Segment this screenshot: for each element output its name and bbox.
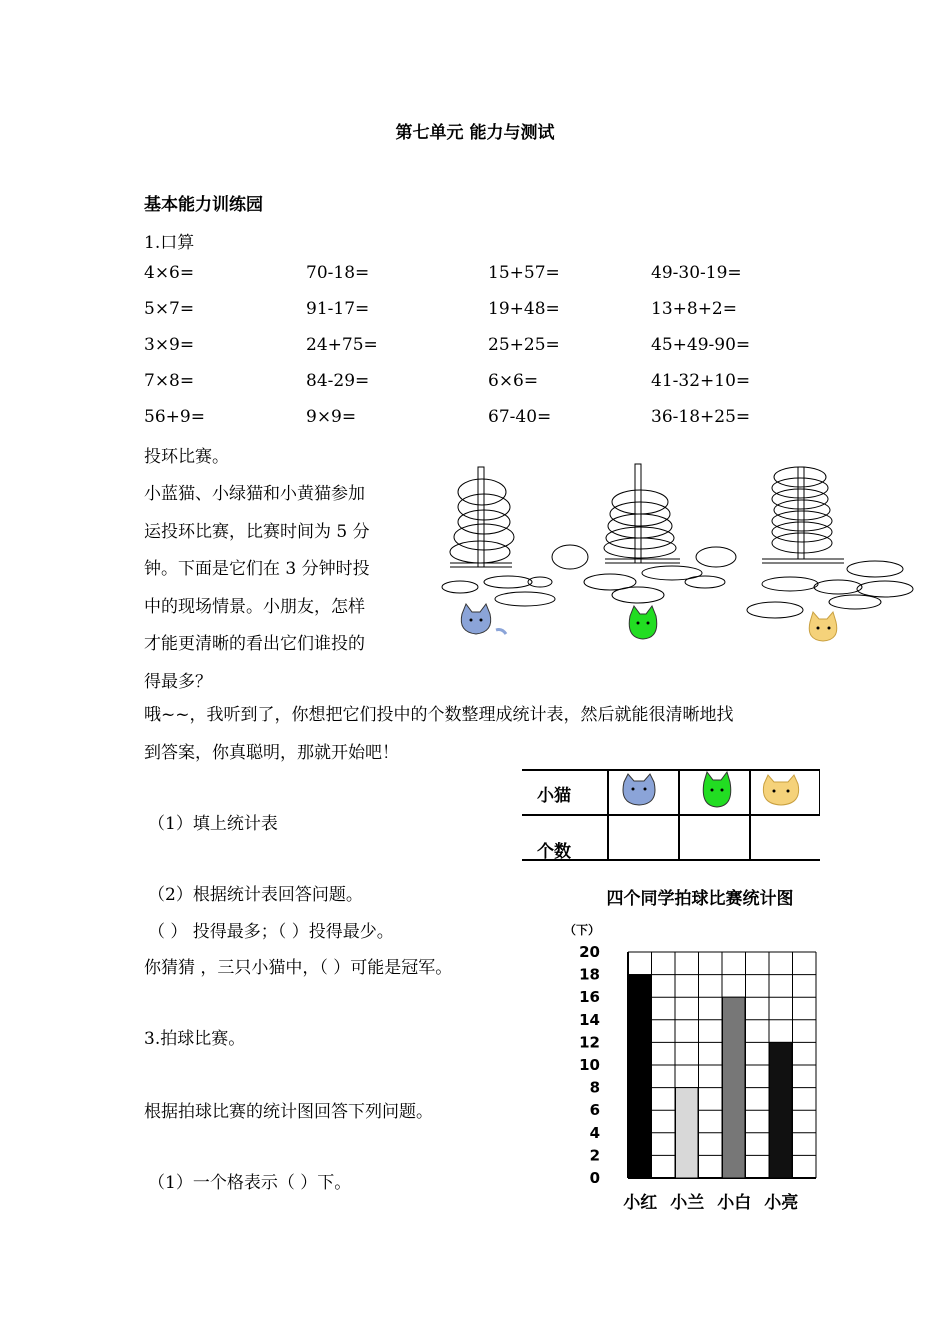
y-tick-label: 0	[589, 1169, 600, 1187]
arith-problem: 6×6=	[488, 371, 539, 391]
arith-problem: 25+25=	[488, 335, 560, 355]
page-title: 第七单元 能力与测试	[395, 123, 555, 143]
y-tick-label: 16	[579, 988, 600, 1007]
arith-problem: 41-32+10=	[651, 371, 751, 391]
q2-intro-1: 哦~~，我听到了，你想把它们投中的个数整理成统计表，然后就能很清晰地找	[144, 705, 734, 725]
bar-小亮	[770, 1042, 793, 1178]
category-label: 小红	[623, 1193, 658, 1213]
q2-intro-2: 到答案，你真聪明，那就开始吧！	[144, 743, 399, 763]
y-tick-label: 14	[579, 1010, 600, 1029]
ring-toss-illustration	[440, 462, 920, 647]
section-title: 基本能力训练园	[144, 195, 263, 215]
category-label: 小亮	[764, 1193, 799, 1213]
arith-problem: 5×7=	[144, 299, 195, 319]
q2-paragraph-line: 得最多？	[144, 671, 212, 692]
category-label: 小兰	[670, 1193, 705, 1213]
table-green-cat-icon	[703, 772, 731, 807]
q3-part1: （1）一个格表示（ ）下。	[148, 1173, 352, 1193]
y-tick-label: 20	[579, 943, 600, 961]
blue-cat-icon	[461, 604, 506, 634]
bar-小白	[723, 997, 746, 1178]
arith-problem: 67-40=	[488, 407, 552, 427]
y-tick-label: 12	[579, 1033, 600, 1052]
arith-problem: 36-18+25=	[651, 407, 751, 427]
q3-title: 3.拍球比赛。	[144, 1029, 246, 1049]
arith-problem: 15+57=	[488, 263, 560, 283]
arith-problem: 13+8+2=	[651, 299, 737, 319]
bar-小红	[629, 975, 652, 1178]
y-tick-label: 6	[589, 1101, 600, 1120]
table-yellow-cat-icon	[763, 775, 798, 805]
category-label: 小白	[717, 1193, 752, 1213]
q2-title: 投环比赛。	[144, 447, 229, 467]
q2-paragraph-line: 才能更清晰的看出它们谁投的	[144, 634, 365, 654]
arith-problem: 49-30-19=	[651, 263, 742, 283]
arith-problem: 19+48=	[488, 299, 560, 319]
chart-ylabel: （下）	[564, 923, 601, 937]
arith-problem: 24+75=	[306, 335, 378, 355]
chart-title: 四个同学拍球比赛统计图	[606, 889, 794, 909]
q1-title: 1.口算	[144, 233, 195, 253]
y-tick-label: 10	[579, 1056, 600, 1074]
q2-paragraph-line: 中的现场情景。小朋友，怎样	[144, 596, 365, 617]
arith-problem: 4×6=	[144, 263, 195, 283]
q2-paragraph-line: 钟。下面是它们在 3 分钟时投	[144, 559, 370, 579]
arith-problem: 84-29=	[306, 371, 370, 391]
q2-part1: （1）填上统计表	[148, 814, 278, 834]
arith-problem: 7×8=	[144, 371, 195, 391]
y-tick-label: 4	[589, 1123, 600, 1142]
q2-paragraph-line: 小蓝猫、小绿猫和小黄猫参加	[144, 484, 365, 504]
y-tick-label: 18	[579, 965, 600, 984]
yellow-cat-icon	[809, 612, 837, 641]
green-cat-icon	[629, 606, 657, 639]
q2-guess: 你猜猜 ，三只小猫中，（ ）可能是冠军。	[144, 958, 453, 978]
bar-小兰	[676, 1088, 699, 1178]
table-row1-label: 小猫	[537, 786, 571, 806]
q3-intro: 根据拍球比赛的统计图回答下列问题。	[144, 1102, 433, 1122]
pole-3	[798, 467, 804, 559]
arith-problem: 45+49-90=	[651, 335, 751, 355]
arith-problem: 9×9=	[306, 407, 357, 427]
q2-part2: （2）根据统计表回答问题。	[148, 885, 363, 905]
q2-blank1: （ ） 投得最多；（ ）投得最少。	[148, 922, 394, 942]
arith-problem: 56+9=	[144, 407, 205, 427]
table-row2-label: 个数	[537, 842, 571, 862]
ball-bounce-chart	[560, 878, 840, 1218]
arith-problem: 70-18=	[306, 263, 370, 283]
q2-paragraph-line: 运投环比赛，比赛时间为 5 分	[144, 521, 370, 542]
y-tick-label: 8	[589, 1078, 600, 1097]
table-blue-cat-icon	[623, 774, 655, 805]
arith-problem: 3×9=	[144, 335, 195, 355]
y-tick-label: 2	[589, 1146, 600, 1165]
pole-1	[478, 467, 484, 567]
arith-problem: 91-17=	[306, 299, 370, 319]
